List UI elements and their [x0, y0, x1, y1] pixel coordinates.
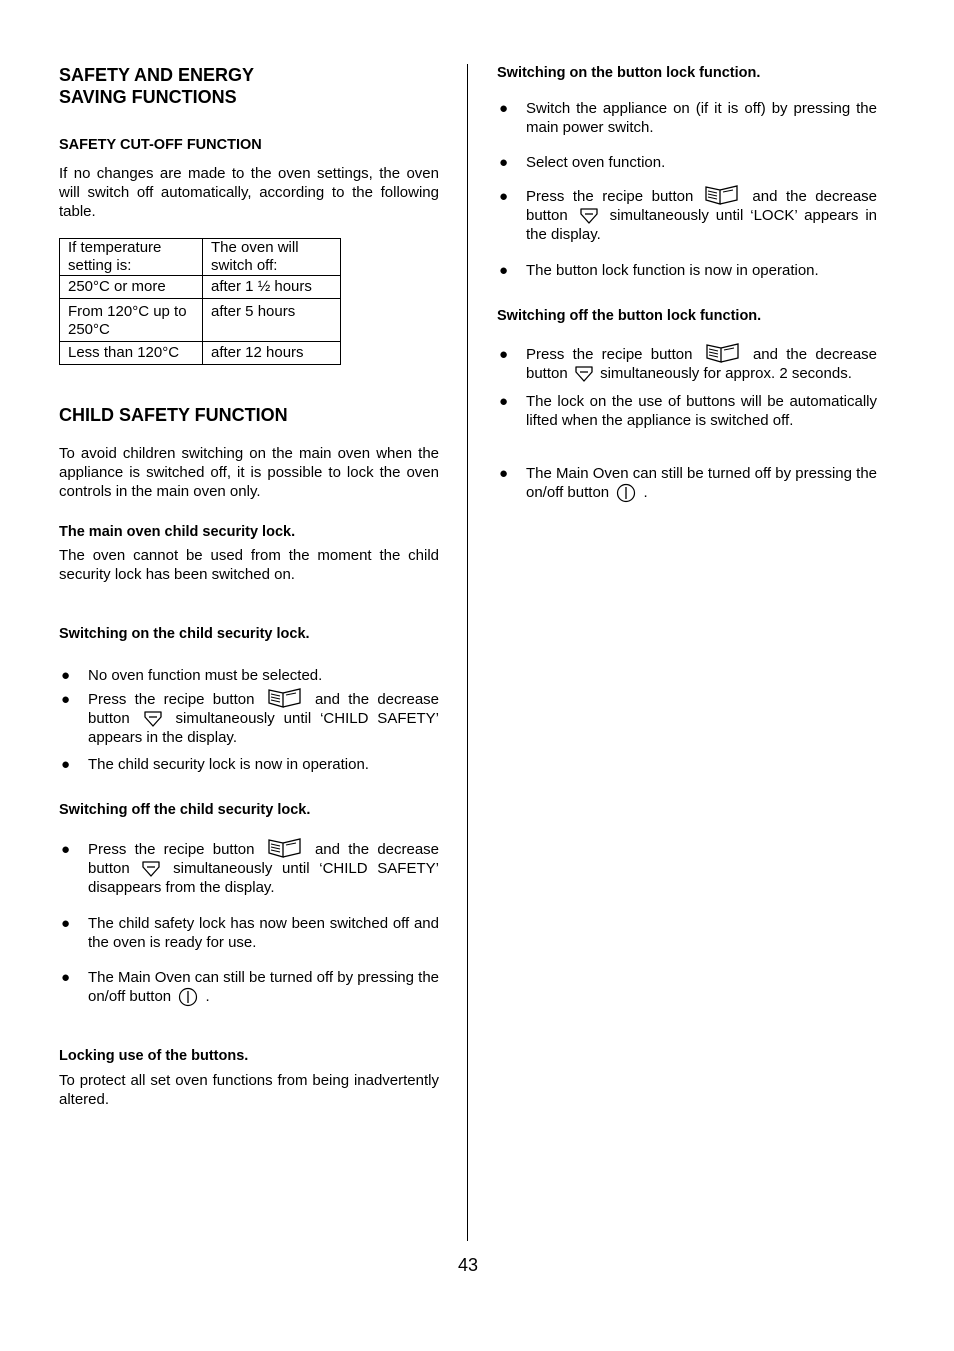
list-item-text: The lock on the use of buttons will be automatically lifted when the appliance is switched off.	[526, 393, 877, 429]
table-cell: 250°C or more	[60, 276, 203, 299]
list-item-text-part: .	[643, 484, 648, 501]
bullet-icon: ●	[61, 691, 71, 708]
cutoff-heading: SAFETY CUT-OFF FUNCTION	[59, 137, 262, 153]
table-header-row	[60, 239, 341, 276]
list-item-text-part: simultaneously until ‘LOCK’ appears in the display.	[526, 207, 877, 244]
list-item-text: Switch the appliance on (if it is off) by pressing the main power switch.	[526, 100, 877, 136]
recipe-book-icon	[704, 183, 740, 205]
power-button-icon	[178, 987, 198, 1007]
list-item-text	[526, 345, 877, 383]
section-title-line-2: SAVING FUNCTIONS	[59, 87, 237, 107]
list-item	[497, 153, 877, 172]
cutoff-paragraph: If no changes are made to the oven settings, the oven will switch off automatically, according to the following table.	[59, 165, 439, 220]
list-item	[497, 464, 877, 503]
locking-buttons-paragraph: To protect all set oven functions from being inadvertently altered.	[59, 1072, 439, 1108]
list-item	[497, 187, 877, 244]
table-cell: From 120°C up to 250°C	[60, 299, 203, 342]
list-item-text-part: Press the recipe button	[526, 188, 694, 205]
bullet-icon: ●	[499, 188, 509, 205]
table-row	[60, 276, 341, 299]
list-item	[59, 755, 439, 774]
bullet-icon: ●	[499, 393, 509, 410]
list-item-text: Select oven function.	[526, 154, 666, 171]
bullet-icon: ●	[61, 915, 71, 932]
page-number: 43	[457, 1255, 479, 1275]
table-header-cell: The oven will switch off:	[203, 239, 341, 276]
list-item	[59, 914, 439, 952]
bullet-icon: ●	[499, 465, 509, 482]
cutoff-table	[59, 238, 341, 365]
list-item-text	[526, 187, 877, 244]
table-row	[60, 342, 341, 365]
list-item-text	[526, 464, 877, 503]
main-lock-heading: The main oven child security lock.	[59, 524, 296, 540]
section-title-line-1: SAFETY AND ENERGY	[59, 65, 255, 85]
bullet-icon: ●	[61, 969, 71, 986]
list-item	[497, 392, 877, 430]
list-item	[497, 261, 877, 280]
list-item	[497, 99, 877, 137]
list-item-text-part: Press the recipe button	[526, 346, 693, 363]
child-safety-paragraph: To avoid children switching on the main oven when the appliance is switched off, it is possible to lock the oven controls in the main oven only.	[59, 445, 439, 500]
table-cell: after 12 hours	[203, 342, 341, 365]
button-lock-on-heading: Switching on the button lock function.	[497, 65, 761, 81]
list-item-text: The button lock function is now in operation.	[526, 262, 819, 279]
list-item-text: No oven function must be selected.	[88, 667, 323, 684]
table-header-cell: If temperature setting is:	[60, 239, 203, 276]
list-item-text-part: simultaneously until ‘CHILD SAFETY’ disappears from the display.	[88, 860, 439, 897]
decrease-button-icon	[141, 860, 161, 878]
list-item-text-part: Press the recipe button	[88, 691, 255, 708]
decrease-button-icon	[143, 710, 163, 728]
button-lock-off-heading: Switching off the button lock function.	[497, 308, 762, 324]
child-lock-off-heading: Switching off the child security lock.	[59, 802, 311, 818]
bullet-icon: ●	[499, 100, 509, 117]
child-safety-heading: CHILD SAFETY FUNCTION	[59, 405, 288, 425]
list-item-text-part: and the decrease button	[526, 346, 878, 382]
section-title	[59, 64, 439, 108]
list-item-text-part: and the decrease button	[88, 841, 440, 877]
locking-buttons-heading: Locking use of the buttons.	[59, 1048, 249, 1064]
list-item	[59, 690, 439, 747]
column-divider	[467, 64, 468, 1241]
list-item-text-part: and the decrease button	[88, 691, 440, 727]
decrease-button-icon	[574, 365, 594, 383]
list-item-text	[88, 968, 439, 1007]
list-item-text-part: simultaneously for approx. 2 seconds.	[600, 365, 852, 382]
list-item	[59, 968, 439, 1007]
decrease-button-icon	[579, 207, 599, 225]
table-cell: after 5 hours	[203, 299, 341, 342]
power-button-icon	[616, 483, 636, 503]
recipe-book-icon	[267, 836, 303, 858]
table-row	[60, 299, 341, 342]
list-item-text-part: and the decrease button	[526, 188, 878, 224]
table-cell: after 1 ½ hours	[203, 276, 341, 299]
list-item-text: The child safety lock has now been switched off and the oven is ready for use.	[88, 915, 439, 951]
list-item	[59, 666, 439, 685]
recipe-book-icon	[705, 341, 741, 363]
list-item-text-part: simultaneously until ‘CHILD SAFETY’ appears in the display.	[88, 710, 439, 747]
list-item-text	[88, 690, 439, 747]
list-item-text	[88, 840, 439, 897]
child-lock-on-heading: Switching on the child security lock.	[59, 626, 310, 642]
list-item-text-part: Press the recipe button	[88, 841, 255, 858]
bullet-icon: ●	[61, 756, 71, 773]
bullet-icon: ●	[61, 841, 71, 858]
bullet-icon: ●	[61, 667, 71, 684]
list-item-text: The child security lock is now in operation.	[88, 756, 369, 773]
list-item	[497, 345, 877, 383]
bullet-icon: ●	[499, 262, 509, 279]
list-item-text-part: The Main Oven can still be turned off by pressing the on/off button	[526, 465, 877, 501]
table-cell: Less than 120°C	[60, 342, 203, 365]
bullet-icon: ●	[499, 154, 509, 171]
list-item	[59, 840, 439, 897]
list-item-text-part: .	[205, 988, 210, 1005]
bullet-icon: ●	[499, 346, 509, 363]
list-item-text-part: The Main Oven can still be turned off by pressing the on/off button	[88, 969, 439, 1005]
main-lock-paragraph: The oven cannot be used from the moment the child security lock has been switched on.	[59, 547, 439, 583]
recipe-book-icon	[267, 686, 303, 708]
